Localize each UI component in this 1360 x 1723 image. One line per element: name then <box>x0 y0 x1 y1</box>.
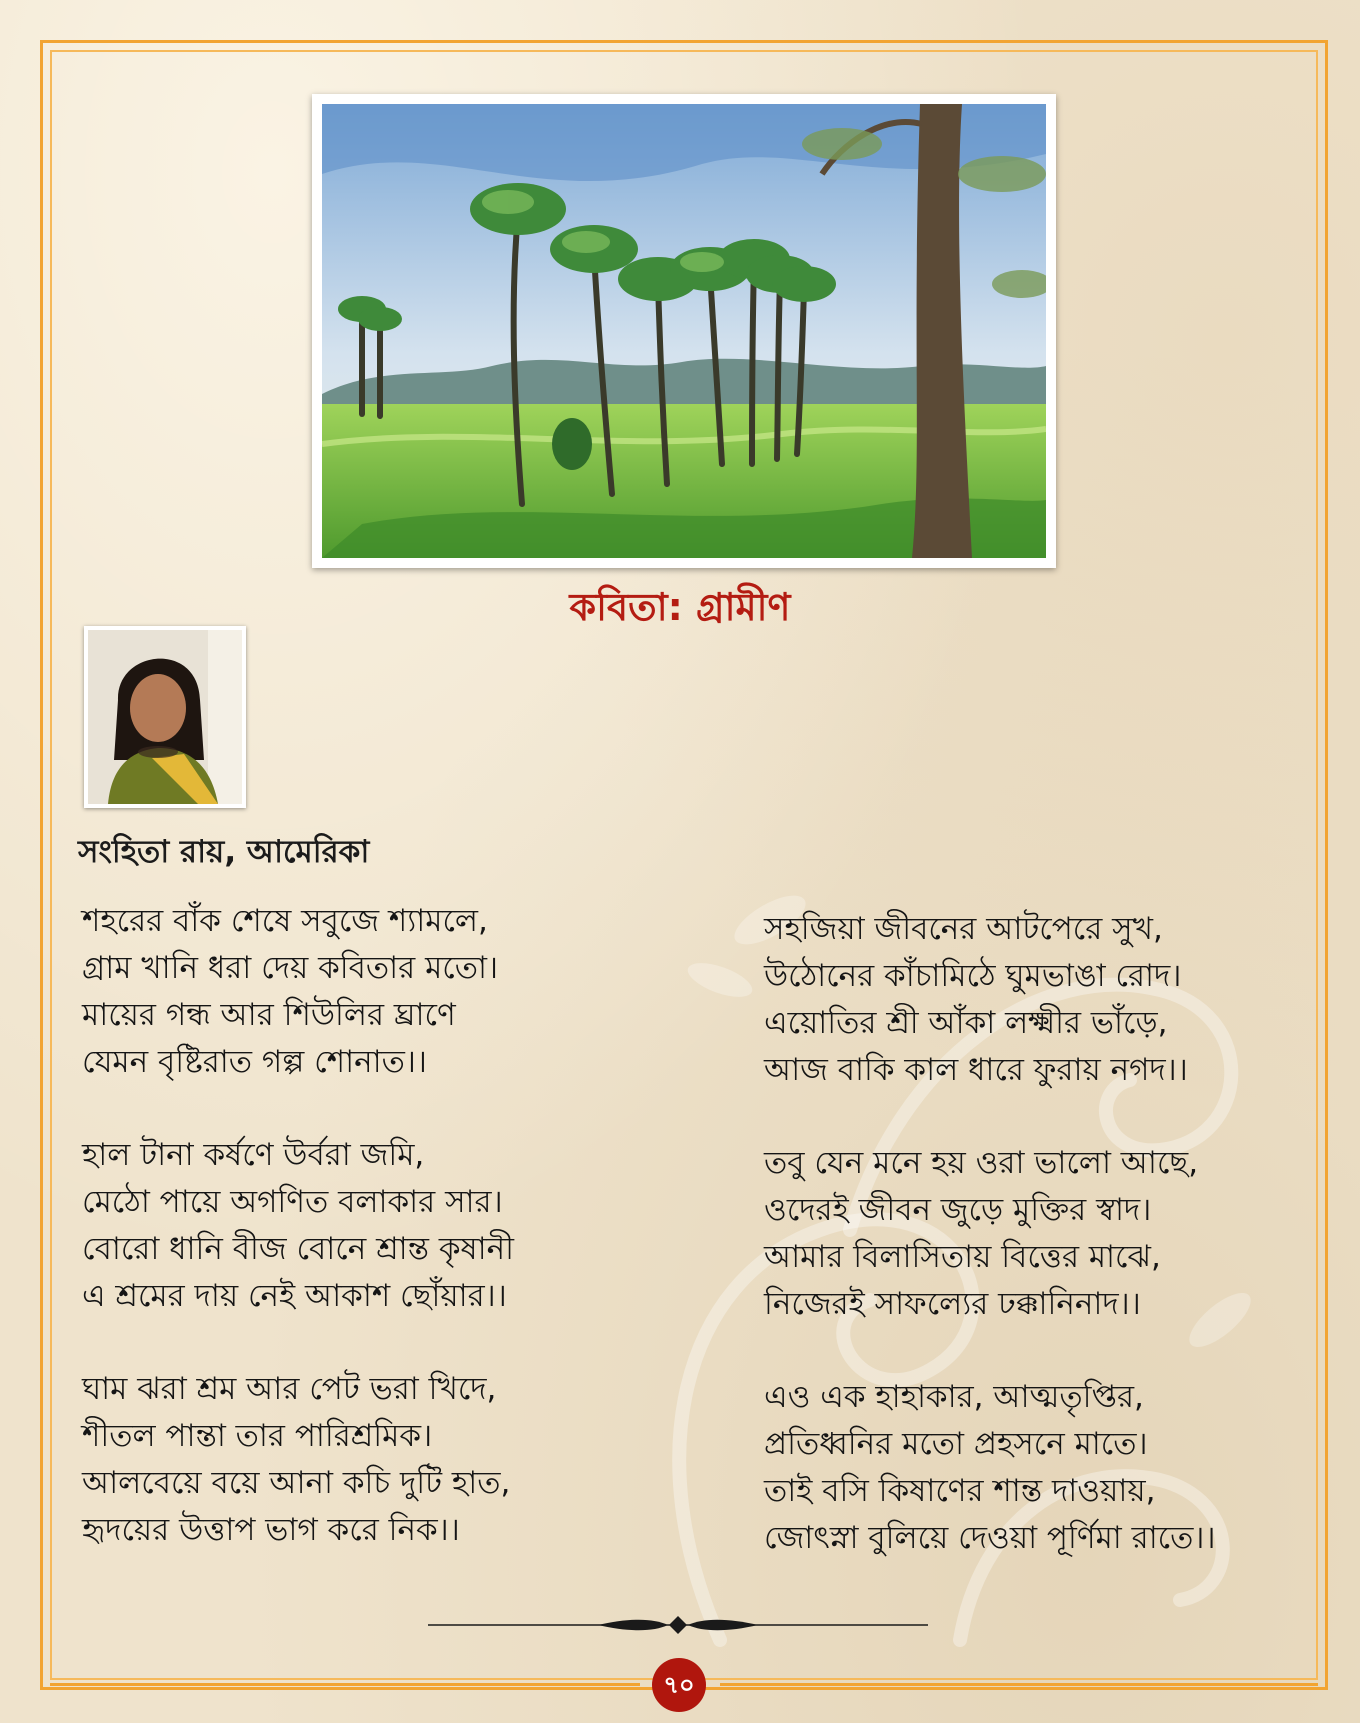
poem-line: আলবেয়ে বয়ে আনা কচি দুটি হাত, <box>82 1465 511 1501</box>
poem-line: নিজেরই সাফল্যের ঢক্কানিনাদ।। <box>764 1286 1141 1322</box>
landscape-painting <box>312 94 1056 568</box>
poem-left-column <box>82 898 642 1600</box>
poem-line: যেমন বৃষ্টিরাত গল্প শোনাত।। <box>82 1044 428 1080</box>
footer-rule-left <box>50 1683 640 1686</box>
poem-line: গ্রাম খানি ধরা দেয় কবিতার মতো। <box>82 950 499 986</box>
poem-line: বোরো ধানি বীজ বোনে শ্রান্ত কৃষানী <box>82 1231 514 1267</box>
poem-line: সহজিয়া জীবনের আটপেরে সুখ, <box>764 911 1163 947</box>
page-number-badge: ৭০ <box>652 1658 706 1712</box>
poem-line: এও এক হাহাকার, আত্মতৃপ্তির, <box>764 1379 1144 1415</box>
stanza <box>82 1132 642 1320</box>
poem-line: মায়ের গন্ধ আর শিউলির ঘ্রাণে <box>82 997 456 1033</box>
footer-rule-right <box>720 1683 1318 1686</box>
poem-line: মেঠো পায়ে অগণিত বলাকার সার। <box>82 1184 503 1220</box>
poem-line: ওদেরই জীবন জুড়ে মুক্তির স্বাদ। <box>764 1192 1152 1228</box>
stanza <box>764 1140 1324 1328</box>
poem-line: শীতল পান্তা তার পারিশ্রমিক। <box>82 1418 433 1454</box>
poem-line: প্রতিধ্বনির মতো প্রহসনে মাতে। <box>764 1426 1148 1462</box>
poem-line: জোৎস্না বুলিয়ে দেওয়া পূর্ণিমা রাতে।। <box>764 1520 1216 1556</box>
stanza <box>764 1374 1324 1562</box>
poem-line: হাল টানা কর্ষণে উর্বরা জমি, <box>82 1137 425 1173</box>
poem-line: তবু যেন মনে হয় ওরা ভালো আছে, <box>764 1145 1199 1181</box>
poem-line: আজ বাকি কাল ধারে ফুরায় নগদ।। <box>764 1052 1188 1088</box>
poem-line: এ শ্রমের দায় নেই আকাশ ছোঁয়ার।। <box>82 1278 507 1314</box>
poem-line: হৃদয়ের উত্তাপ ভাগ করে নিক।। <box>82 1512 460 1548</box>
poem-line: শহরের বাঁক শেষে সবুজে শ্যামলে, <box>82 903 488 939</box>
poem-line: উঠোনের কাঁচামিঠে ঘুমভাঙা রোদ। <box>764 958 1182 994</box>
author-photo <box>84 626 246 808</box>
stanza <box>82 898 642 1086</box>
poem-line: আমার বিলাসিতায় বিত্তের মাঝে, <box>764 1239 1161 1275</box>
poem-line: ঘাম ঝরা শ্রম আর পেট ভরা খিদে, <box>82 1371 497 1407</box>
poem-title: কবিতা: গ্রামীণ <box>569 585 791 629</box>
stanza <box>764 906 1324 1094</box>
author-portrait <box>88 630 242 804</box>
palm-field-illustration <box>322 104 1046 558</box>
stanza <box>82 1366 642 1554</box>
poem-line: তাই বসি কিষাণের শান্ত দাওয়ায়, <box>764 1473 1156 1509</box>
author-name: সংহিতা রায়, আমেরিকা <box>78 834 370 870</box>
ornamental-divider <box>428 1610 928 1640</box>
poem-right-column <box>764 906 1324 1608</box>
poem-line: এয়োতির শ্রী আঁকা লক্ষ্মীর ভাঁড়ে, <box>764 1005 1168 1041</box>
